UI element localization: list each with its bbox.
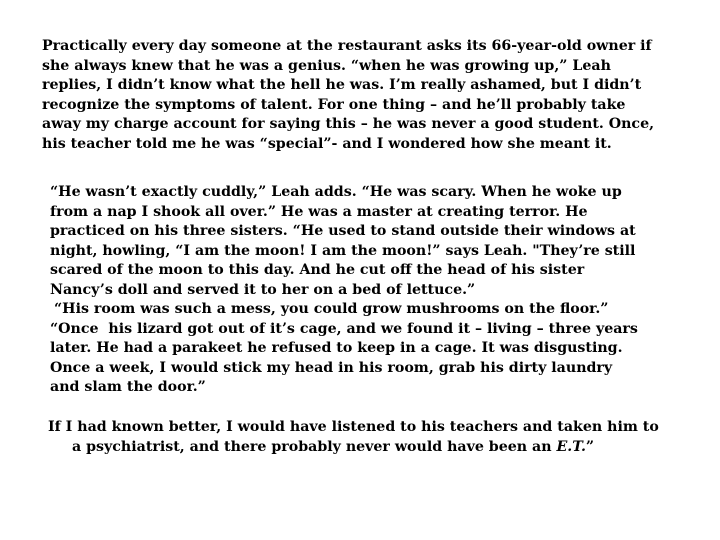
- paragraph-3-line-2: “Once his lizard got out of it’s cage, and we found it – living – three years: [50, 320, 638, 337]
- paragraph-3-line-1: “His room was such a mess, you could grow mushrooms on the floor.”: [54, 301, 609, 317]
- paragraph-2: [50, 183, 636, 301]
- paragraph-3-line-4: Once a week, I would stick my head in his room, grab his dirty laundry: [50, 359, 613, 376]
- closing-quote: ”: [585, 438, 595, 455]
- paragraph-1: [42, 37, 654, 155]
- paragraph-2-line-3: practiced on his three sisters. “He used to stand outside their windows at: [50, 223, 636, 240]
- paragraph-1-line-4: recognize the symptoms of talent. For one thing – and he’ll probably take: [42, 96, 626, 113]
- paragraph-3: [50, 300, 638, 398]
- paragraph-2-line-6: Nancy’s doll and served it to her on a bed of lettuce.”: [50, 281, 476, 298]
- paragraph-2-line-4: night, howling, “I am the moon! I am the moon!” says Leah. "They’re still: [50, 242, 636, 259]
- paragraph-1-line-3: replies, I didn’t know what the hell he was. I’m really ashamed, but I didn’t: [42, 77, 642, 94]
- paragraph-2-line-1: “He wasn’t exactly cuddly,” Leah adds. “He was scary. When he woke up: [50, 184, 622, 200]
- paragraph-4-line-1: If I had known better, I would have listened to his teachers and taken him to: [48, 419, 659, 435]
- paragraph-1-line-5: away my charge account for saying this – he was never a good student. Once,: [42, 116, 655, 133]
- paragraph-1-line-6: his teacher told me he was “special”- and I wondered how she meant it.: [42, 135, 612, 152]
- paragraph-1-line-2: she always knew that he was a genius. “when he was growing up,” Leah: [42, 57, 611, 74]
- paragraph-4: [48, 418, 659, 457]
- film-title: E.T.: [556, 438, 586, 455]
- paragraph-2-line-5: scared of the moon to this day. And he cut off the head of his sister: [50, 262, 585, 279]
- paragraph-4-line-2-text: a psychiatrist, and there probably never would have been an: [72, 438, 557, 455]
- paragraph-4-line-2: [48, 438, 659, 458]
- paragraph-1-line-1: Practically every day someone at the restaurant asks its 66-year-old owner if: [42, 38, 652, 54]
- paragraph-2-line-2: from a nap I shook all over.” He was a master at creating terror. He: [50, 203, 588, 220]
- paragraph-3-line-3: later. He had a parakeet he refused to keep in a cage. It was disgusting.: [50, 340, 623, 357]
- paragraph-3-line-5: and slam the door.”: [50, 379, 206, 396]
